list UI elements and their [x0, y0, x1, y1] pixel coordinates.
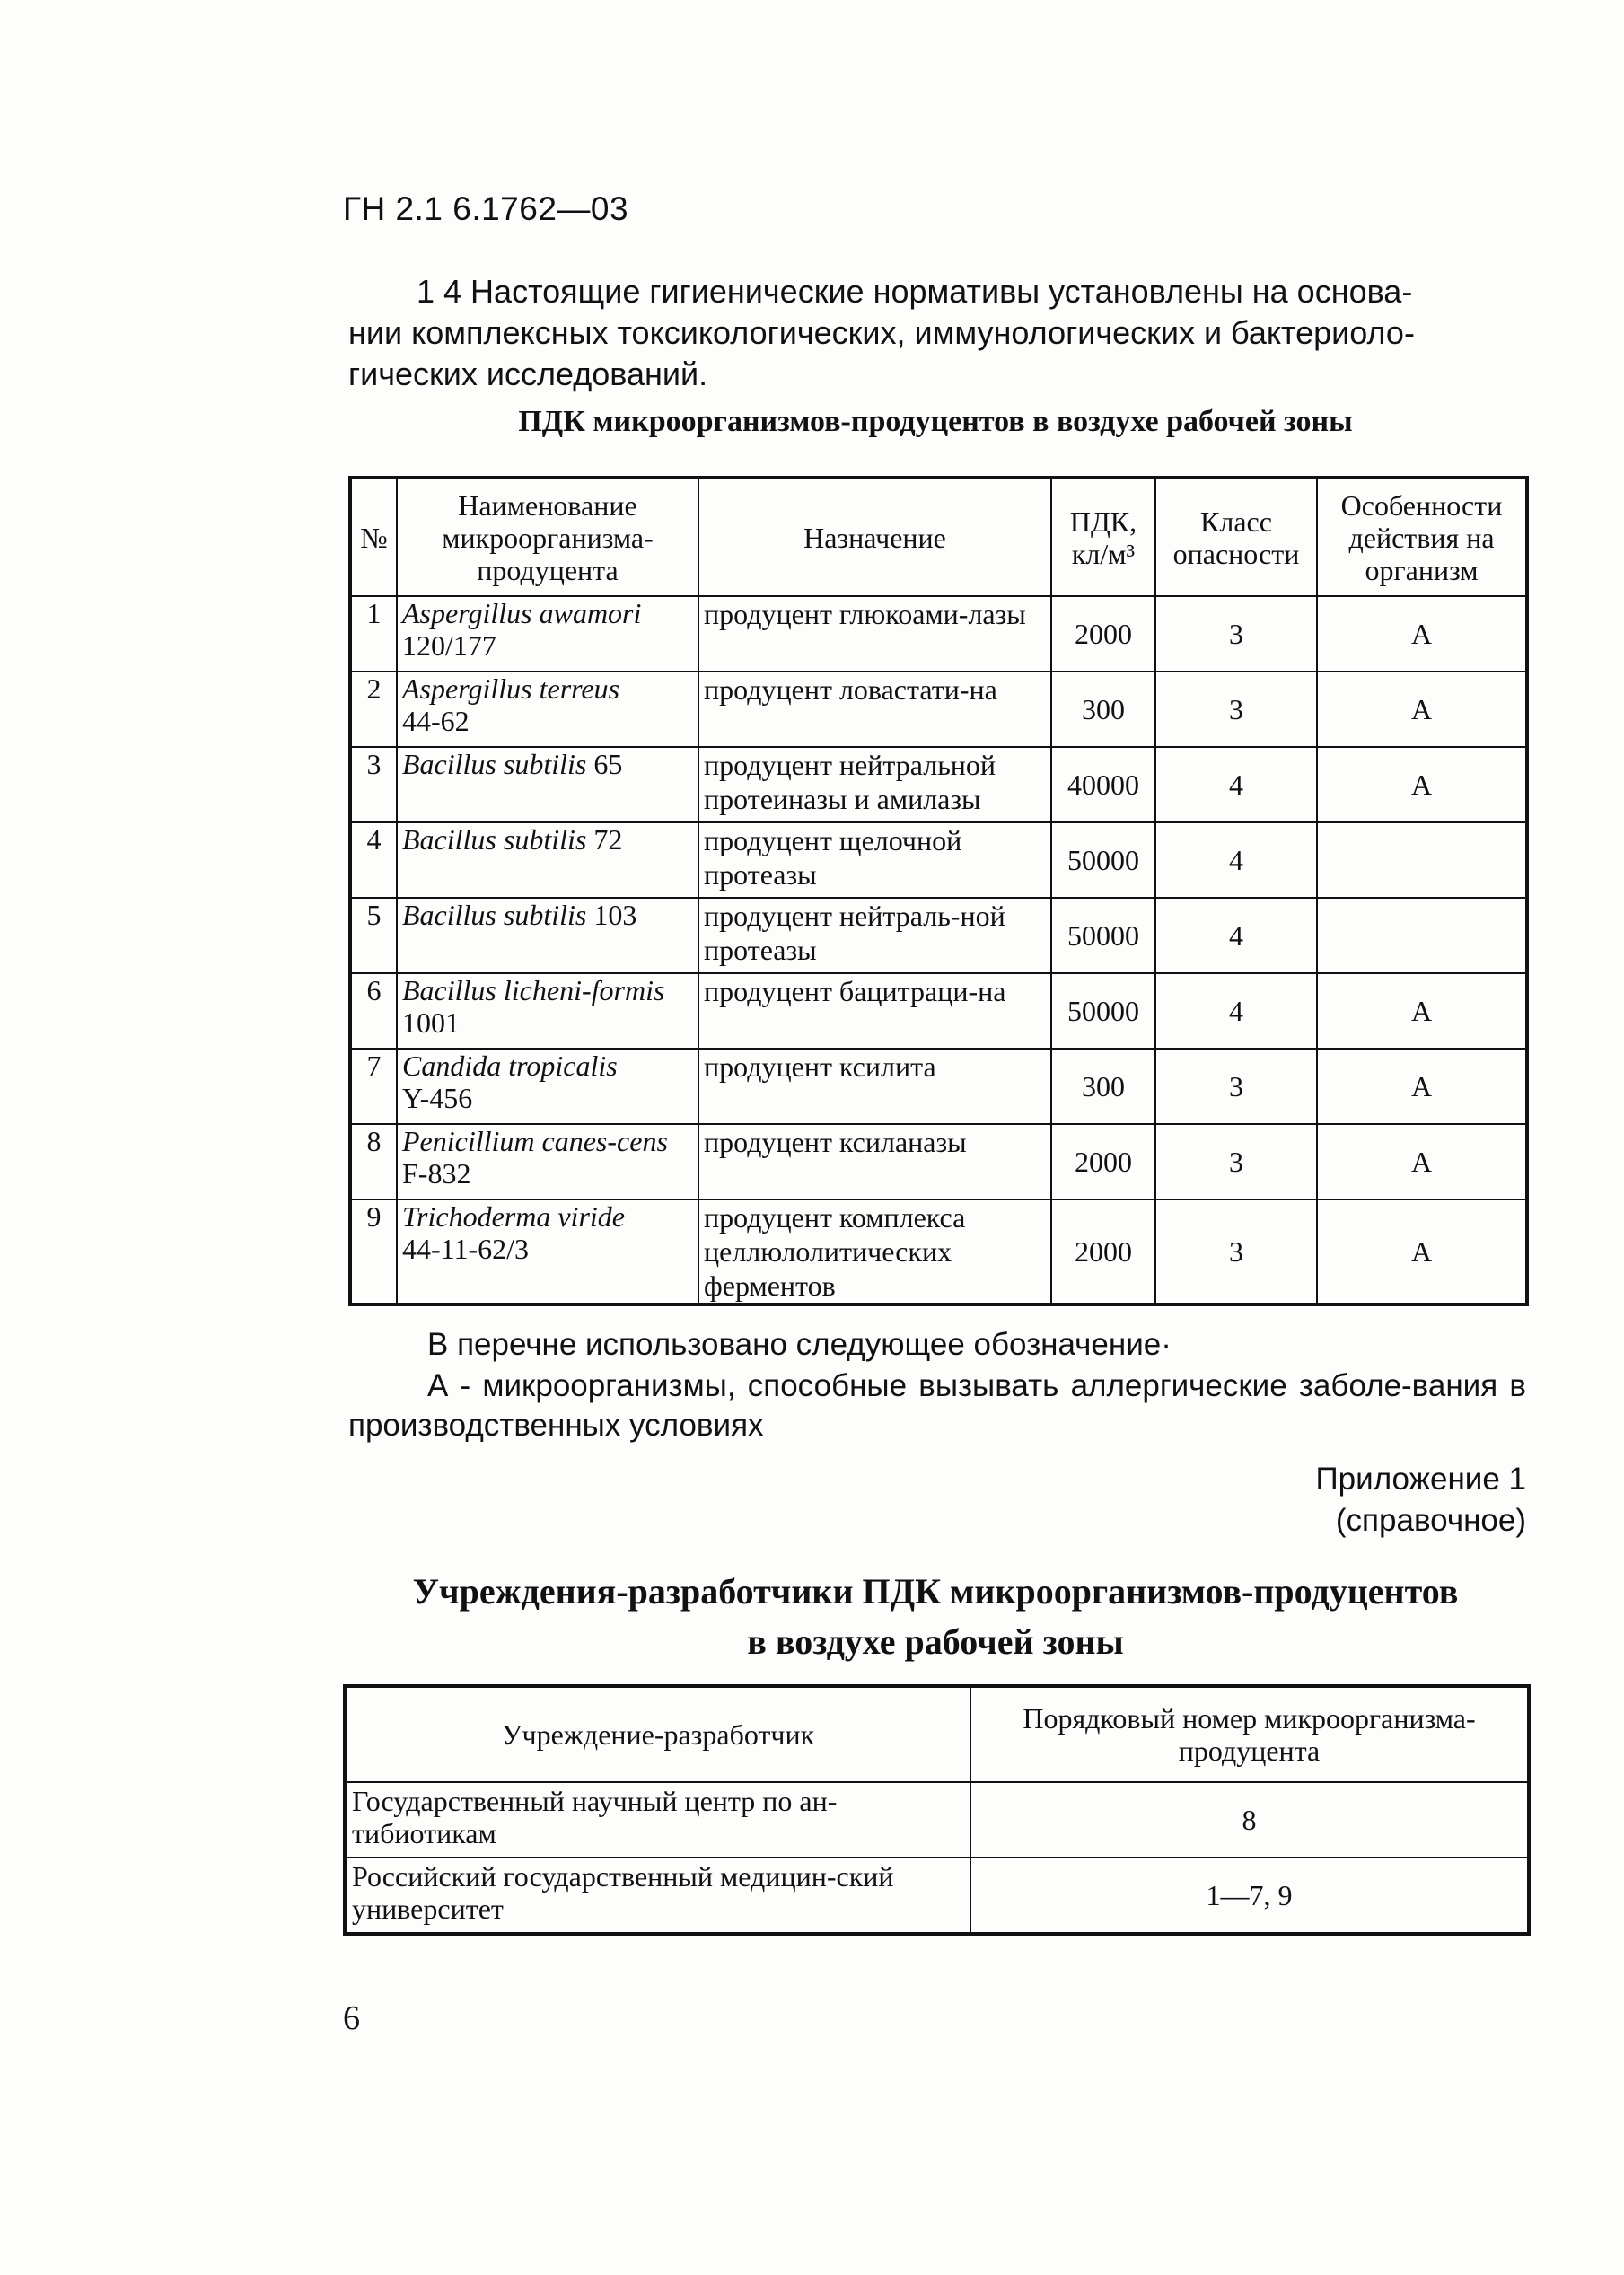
pdk-value: 2000 [1051, 1124, 1155, 1199]
purpose-cell: продуцент ловастати-на [698, 672, 1051, 747]
organism-name [397, 973, 698, 1049]
institution-name: Российский государственный медицин-ский университет [345, 1858, 970, 1934]
table-row [350, 898, 1527, 973]
purpose-cell: продуцент нейтраль-ной протеазы [698, 898, 1051, 973]
feature-mark: А [1317, 1049, 1527, 1124]
header-institution: Учреждение-разработчик [345, 1686, 970, 1782]
organism-species: Aspergillus awamori [402, 597, 642, 629]
organism-name [397, 1049, 698, 1124]
intro-line-2: нии комплексных токсикологических, иммунологических и бактериоло- [348, 314, 1415, 351]
pdk-table [348, 476, 1529, 1306]
table-row [345, 1782, 1529, 1858]
feature-mark: А [1317, 596, 1527, 672]
order-numbers: 8 [970, 1782, 1529, 1858]
pdk-value: 50000 [1051, 822, 1155, 898]
table-row [350, 1049, 1527, 1124]
feature-mark [1317, 898, 1527, 973]
organism-species: Bacillus subtilis [402, 748, 587, 780]
organism-name [397, 747, 698, 822]
organism-species: Bacillus subtilis [402, 899, 587, 931]
table-row [350, 1199, 1527, 1304]
purpose-cell: продуцент комплекса целлюлолитических ферментов [698, 1199, 1051, 1304]
organism-name [397, 822, 698, 898]
organism-strain: 44-62 [402, 705, 470, 737]
organism-species: Bacillus licheni-formis [402, 974, 665, 1006]
purpose-cell: продуцент нейтральной протеиназы и амилазы [698, 747, 1051, 822]
organism-name [397, 1124, 698, 1199]
header-order-number: Порядковый номер микроорганизма-продуцента [970, 1686, 1529, 1782]
pdk-value: 40000 [1051, 747, 1155, 822]
feature-mark: А [1317, 672, 1527, 747]
pdk-value: 2000 [1051, 596, 1155, 672]
organism-strain: 44-11-62/3 [402, 1233, 530, 1265]
row-number: 7 [350, 1049, 397, 1124]
appendix-type: (справочное) [1335, 1503, 1526, 1538]
table-row [350, 822, 1527, 898]
purpose-cell: продуцент ксилита [698, 1049, 1051, 1124]
table2-title-line-2: в воздухе рабочей зоны [747, 1621, 1124, 1662]
header-pdk [1051, 478, 1155, 596]
header-number: № [350, 478, 397, 596]
table-header-row [350, 478, 1527, 596]
hazard-class: 4 [1155, 973, 1317, 1049]
organism-strain: 103 [593, 899, 637, 931]
hazard-class: 3 [1155, 1049, 1317, 1124]
table-header-row [345, 1686, 1529, 1782]
organism-strain: 72 [593, 823, 623, 856]
row-number: 6 [350, 973, 397, 1049]
row-number: 1 [350, 596, 397, 672]
intro-line-3: гических исследований. [348, 356, 708, 392]
pdk-value: 50000 [1051, 973, 1155, 1049]
feature-mark: А [1317, 1124, 1527, 1199]
organism-name [397, 1199, 698, 1304]
purpose-cell: продуцент глюкоами-лазы [698, 596, 1051, 672]
header-purpose: Назначение [698, 478, 1051, 596]
row-number: 9 [350, 1199, 397, 1304]
hazard-class: 3 [1155, 1124, 1317, 1199]
header-hazard-class: Класс опасности [1155, 478, 1317, 596]
row-number: 2 [350, 672, 397, 747]
row-number: 8 [350, 1124, 397, 1199]
organism-name [397, 596, 698, 672]
table-row [350, 973, 1527, 1049]
developers-table [343, 1684, 1531, 1936]
table2-title-line-1: Учреждения-разработчики ПДК микроорганизмов-продуцентов [412, 1571, 1459, 1612]
hazard-class: 4 [1155, 898, 1317, 973]
header-organism-name: Наименование микроорганизма-продуцента [397, 478, 698, 596]
header-pdk-unit: кл/м³ [1071, 537, 1136, 570]
organism-name [397, 672, 698, 747]
row-number: 4 [350, 822, 397, 898]
organism-species: Candida tropicalis [402, 1050, 618, 1082]
appendix-title: Приложение 1 [1315, 1462, 1526, 1497]
pdk-value: 300 [1051, 672, 1155, 747]
feature-mark [1317, 822, 1527, 898]
table2-title [343, 1567, 1528, 1667]
organism-species: Penicillium canes-cens [402, 1125, 668, 1157]
organism-species: Bacillus subtilis [402, 823, 587, 856]
legend-definition: А - микроорганизмы, способные вызывать аллергические заболе-вания в производственных условиях [348, 1368, 1526, 1443]
legend-intro: В перечне использовано следующее обозначение· [427, 1327, 1172, 1362]
hazard-class: 4 [1155, 747, 1317, 822]
hazard-class: 3 [1155, 596, 1317, 672]
organism-strain: 65 [593, 748, 623, 780]
organism-strain: 120/177 [402, 629, 496, 662]
purpose-cell: продуцент бацитраци-на [698, 973, 1051, 1049]
page-number: 6 [343, 1999, 360, 2037]
pdk-value: 2000 [1051, 1199, 1155, 1304]
row-number: 3 [350, 747, 397, 822]
feature-mark: А [1317, 1199, 1527, 1304]
purpose-cell: продуцент щелочной протеазы [698, 822, 1051, 898]
table1-title: ПДК микроорганизмов-продуцентов в воздухе рабочей зоны [518, 405, 1353, 438]
table-row [350, 596, 1527, 672]
organism-strain: F-832 [402, 1157, 471, 1190]
appendix-label [1316, 1459, 1526, 1542]
organism-name [397, 898, 698, 973]
document-code: ГН 2.1 6.1762—03 [343, 190, 629, 227]
table-row [345, 1858, 1529, 1934]
table-row [350, 747, 1527, 822]
intro-paragraph [348, 271, 1526, 395]
order-numbers: 1—7, 9 [970, 1858, 1529, 1934]
hazard-class: 3 [1155, 1199, 1317, 1304]
header-features: Особенности действия на организм [1317, 478, 1527, 596]
pdk-value: 50000 [1051, 898, 1155, 973]
organism-strain: Y-456 [402, 1082, 473, 1114]
table-row [350, 672, 1527, 747]
purpose-cell: продуцент ксиланазы [698, 1124, 1051, 1199]
organism-species: Trichoderma viride [402, 1200, 625, 1233]
organism-species: Aspergillus terreus [402, 672, 620, 705]
feature-mark: А [1317, 973, 1527, 1049]
intro-line-1: 1 4 Настоящие гигиенические нормативы установлены на основа- [417, 273, 1413, 310]
header-pdk-label: ПДК, [1069, 505, 1137, 538]
organism-strain: 1001 [402, 1006, 460, 1039]
row-number: 5 [350, 898, 397, 973]
pdk-value: 300 [1051, 1049, 1155, 1124]
hazard-class: 3 [1155, 672, 1317, 747]
table-row [350, 1124, 1527, 1199]
feature-mark: А [1317, 747, 1527, 822]
hazard-class: 4 [1155, 822, 1317, 898]
institution-name: Государственный научный центр по ан-тибиотикам [345, 1782, 970, 1858]
